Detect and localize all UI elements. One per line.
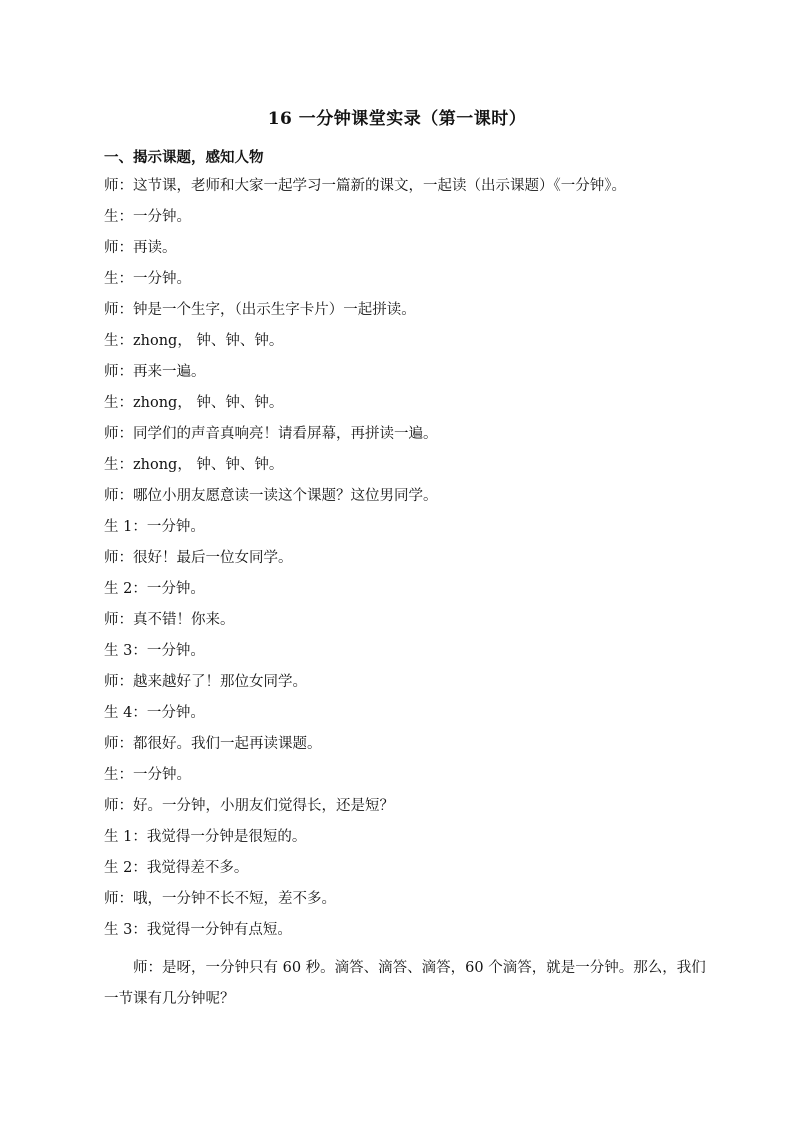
dialogue-line: 生 3：我觉得一分钟有点短。: [104, 922, 292, 938]
dialogue-line: 生：zhong， 钟、钟、钟。: [104, 457, 284, 473]
dialogue-line: 师：越来越好了！那位女同学。: [104, 674, 307, 690]
dialogue-line: 生：一分钟。: [104, 767, 191, 783]
dialogue-line: 生 1：一分钟。: [104, 519, 205, 535]
dialogue-line: 师：好。一分钟，小朋友们觉得长，还是短？: [104, 798, 394, 814]
dialogue-line: 师：同学们的声音真响亮！请看屏幕，再拼读一遍。: [104, 426, 438, 442]
dialogue-lines: [104, 174, 744, 949]
dialogue-line: 师：哪位小朋友愿意读一读这个课题？这位男同学。: [104, 488, 438, 504]
dialogue-line: 生：zhong， 钟、钟、钟。: [104, 333, 284, 349]
dialogue-line: 生 4：一分钟。: [104, 705, 205, 721]
dialogue-line: 生 1：我觉得一分钟是很短的。: [104, 829, 307, 845]
dialogue-line: 生：一分钟。: [104, 271, 191, 287]
section-heading: 一、揭示课题，感知人物: [104, 149, 264, 166]
dialogue-line: 师：都很好。我们一起再读课题。: [104, 736, 322, 752]
dialogue-line: 师：再来一遍。: [104, 364, 206, 380]
dialogue-line: 生 2：一分钟。: [104, 581, 205, 597]
dialogue-line: 生 3：一分钟。: [104, 643, 205, 659]
dialogue-line: 师：很好！最后一位女同学。: [104, 550, 293, 566]
dialogue-line: 生 2：我觉得差不多。: [104, 860, 249, 876]
dialogue-line: 师：钟是一个生字，（出示生字卡片）一起拼读。: [104, 302, 416, 318]
dialogue-line: 师：这节课，老师和大家一起学习一篇新的课文，一起读（出示课题）《一分钟》。: [104, 178, 626, 194]
dialogue-line: 师：再读。: [104, 240, 177, 256]
dialogue-line: 生：一分钟。: [104, 209, 191, 225]
final-paragraph-line1: 师：是呀，一分钟只有 60 秒。滴答、滴答、滴答，60 个滴答，就是一分钟。那么，我们: [133, 960, 706, 976]
final-paragraph: [104, 953, 744, 1015]
document-title: 16 一分钟课堂实录（第一课时）: [267, 109, 527, 129]
dialogue-line: 师：真不错！你来。: [104, 612, 235, 628]
dialogue-line: 生：zhong， 钟、钟、钟。: [104, 395, 284, 411]
final-paragraph-line2: 一节课有几分钟呢？: [104, 991, 235, 1007]
dialogue-line: 师：哦，一分钟不长不短，差不多。: [104, 891, 336, 907]
